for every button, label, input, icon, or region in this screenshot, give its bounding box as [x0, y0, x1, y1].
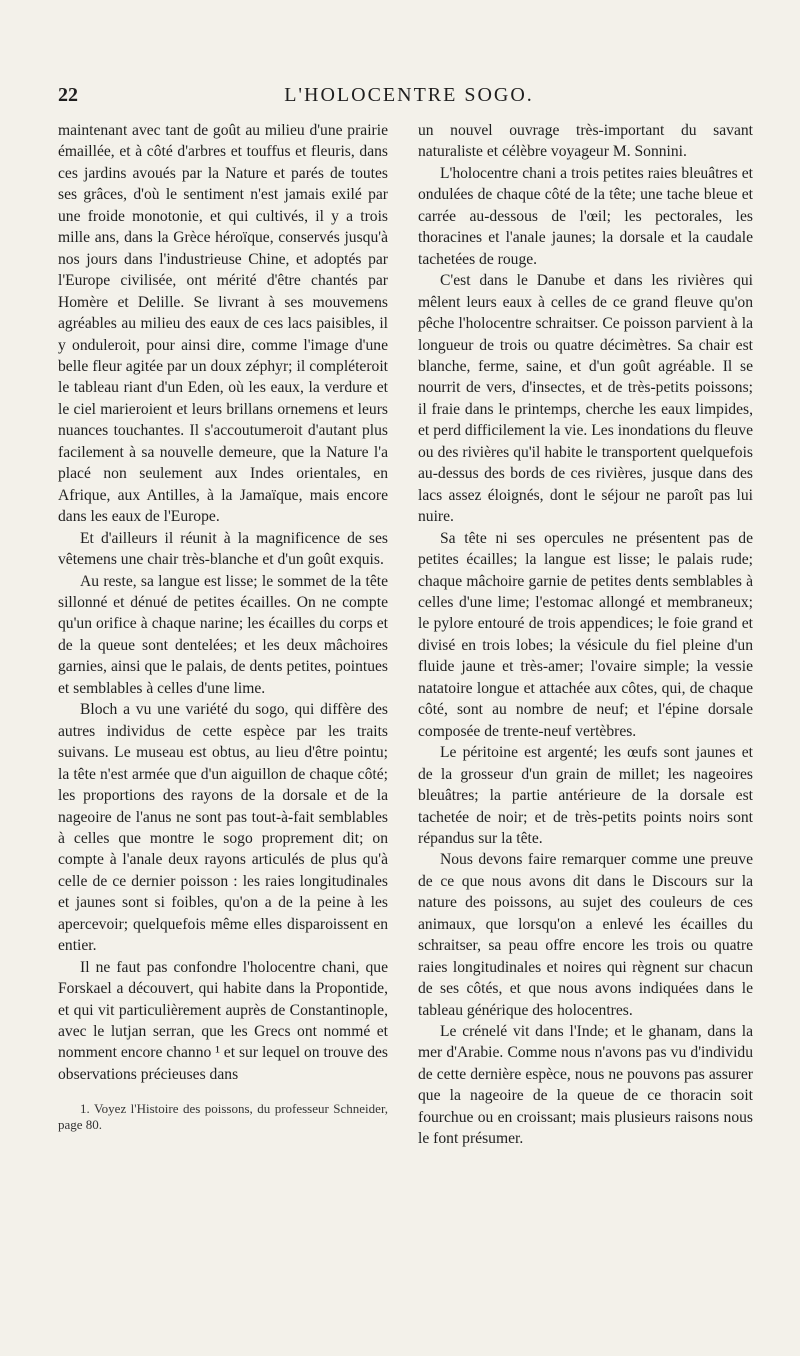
paragraph: Sa tête ni ses opercules ne présentent pas de petites écailles; la langue est lisse; le palais rude; chaque mâchoire garnie de petites dents semblables à celles d'une lime; l'estomac allongé et membraneux; le pylore entouré de trois appendices; le foie grand et divisé en trois lobes; la vésicule du fiel pleine d'un fluide jaune et très-amer; l'ovaire simple; la vessie natatoire longue et attachée aux côtes, qui, de chaque côté, sont au nombre de neuf; et l'épine dorsale composée de trente-neuf vertèbres.: [418, 529, 753, 740]
paragraph: Le péritoine est argenté; les œufs sont jaunes et de la grosseur d'un grain de millet; les nageoires bleuâtres; la partie antérieure de la dorsale est tachetée de noir; et de très-petits points noirs sont répandus sur la tête.: [418, 744, 753, 847]
paragraph: L'holocentre chani a trois petites raies bleuâtres et ondulées de chaque côté de la tête; une tache bleue et carrée au-dessous de l'œil; les pectorales, les thoracines et l'anale jaunes; la dorsale et la caudale tachetées de rouge.: [418, 164, 753, 268]
paragraph: un nouvel ouvrage très-important du savant naturaliste et célèbre voyageur M. Sonnini.: [418, 122, 753, 161]
paragraph: Le crénelé vit dans l'Inde; et le ghanam, dans la mer d'Arabie. Comme nous n'avons pas vu d'individu de cette dernière espèce, nous ne pouvons pas assurer que la nageoire de la queue de ce thoracin soit fourchue ou en croissant; mais plusieurs raisons nous le font présumer.: [418, 1023, 753, 1148]
paragraph: Il ne faut pas confondre l'holocentre chani, que Forskael a découvert, qui habite dans la Propontide, et qui vit particulièrement auprès de Constantinople, avec le lutjan serran, que les Grecs ont nommé et nomment encore channo ¹ et sur lequel on trouve des observations précieuses dans: [58, 958, 388, 1083]
page-header: [58, 84, 760, 114]
page-number: 22: [58, 84, 78, 106]
left-column: [58, 120, 388, 1133]
paragraph: Nous devons faire remarquer comme une preuve de ce que nous avons dit dans le Discours sur la nature des poissons, au sujet des couleurs de ces animaux, que lorsqu'on a enlevé les écailles du schraitser, sa peau offre encore les trois ou quatre raies longitudinales et noires qui règnent sur chacun de ses côtés, et que nous avons indiquées dans le tableau générique des holocentres.: [418, 851, 753, 1019]
paragraph: Bloch a vu une variété du sogo, qui diffère des autres individus de cette espèce par les traits suivans. Le museau est obtus, au lieu d'être pointu; la tête n'est armée que d'un aiguillon de chaque côté; les proportions des rayons de la dorsale et de la nageoire de l'anus ne sont pas tout-à-fait semblables à celles que montre le sogo proprement dit; on compte à l'anale deux rayons articulés de plus qu'à celle de ce dernier poisson : les raies longitudinales et jaunes sont si foibles, qu'on a de la peine à les apercevoir; quelquefois même elles disparoissent en entier.: [58, 701, 388, 955]
right-column: [418, 120, 753, 1150]
paragraph: Et d'ailleurs il réunit à la magnificence de ses vêtemens une chair très-blanche et d'un goût exquis.: [58, 529, 388, 569]
paragraph: Au reste, sa langue est lisse; le sommet de la tête sillonné et dénué de petites écailles. On ne compte qu'un orifice à chaque narine; les écailles du corps et de la queue sont dentelées; et les deux mâchoires garnies, ainsi que le palais, de dents petites, pointues et semblables à celles d'une lime.: [58, 572, 388, 697]
paragraph: C'est dans le Danube et dans les rivières qui mêlent leurs eaux à celles de ce grand fleuve qu'on pêche l'holocentre schraitser. Ce poisson parvient à la longueur de trois ou quatre décimètres. Sa chair est blanche, ferme, saine, et d'un goût agréable. Il se nourrit de vers, d'insectes, et de très-petits poissons; il fraie dans le printemps, cherche les eaux limpides, et perd difficilement la vie. Les inondations du fleuve ou des rivières qu'il habite le transportent quelquefois au-dessus des bords de ces rivières, jusque dans des lacs assez éloignés, dont le séjour ne paroît pas lui nuire.: [418, 272, 753, 526]
footnote: 1. Voyez l'Histoire des poissons, du professeur Schneider, page 80.: [58, 1101, 388, 1133]
paragraph: maintenant avec tant de goût au milieu d'une prairie émaillée, et à côté d'arbres et touffus et fleuris, dans ces jardins avoués par la Nature et parés de toutes ses grâces, d'où le sentiment n'est jamais exilé par une froide monotonie, et qui cultivés, il y a trois mille ans, dans la Grèce héroïque, conservés jusqu'à nos jours dans l'industrieuse Chine, et adoptés par l'Europe civilisée, ont mérité d'être chantés par Homère et Delille. Se livrant à ses mouvemens agréables au milieu des eaux de ces lacs paisibles, il y onduleroit, pour ainsi dire, comme l'image d'une belle fleur agitée par un doux zéphyr; il compléteroit le tableau riant d'un Eden, où les eaux, la verdure et le ciel marieroient et leurs brillans ornemens et leurs nuances touchantes. Il s'accoutumeroit d'autant plus facilement à sa nouvelle demeure, que la Nature l'a placé non seulement aux Indes orientales, en Afrique, aux Antilles, à la Jamaïque, mais encore dans les eaux de l'Europe.: [58, 122, 388, 526]
running-title: L'HOLOCENTRE SOGO.: [284, 84, 534, 106]
